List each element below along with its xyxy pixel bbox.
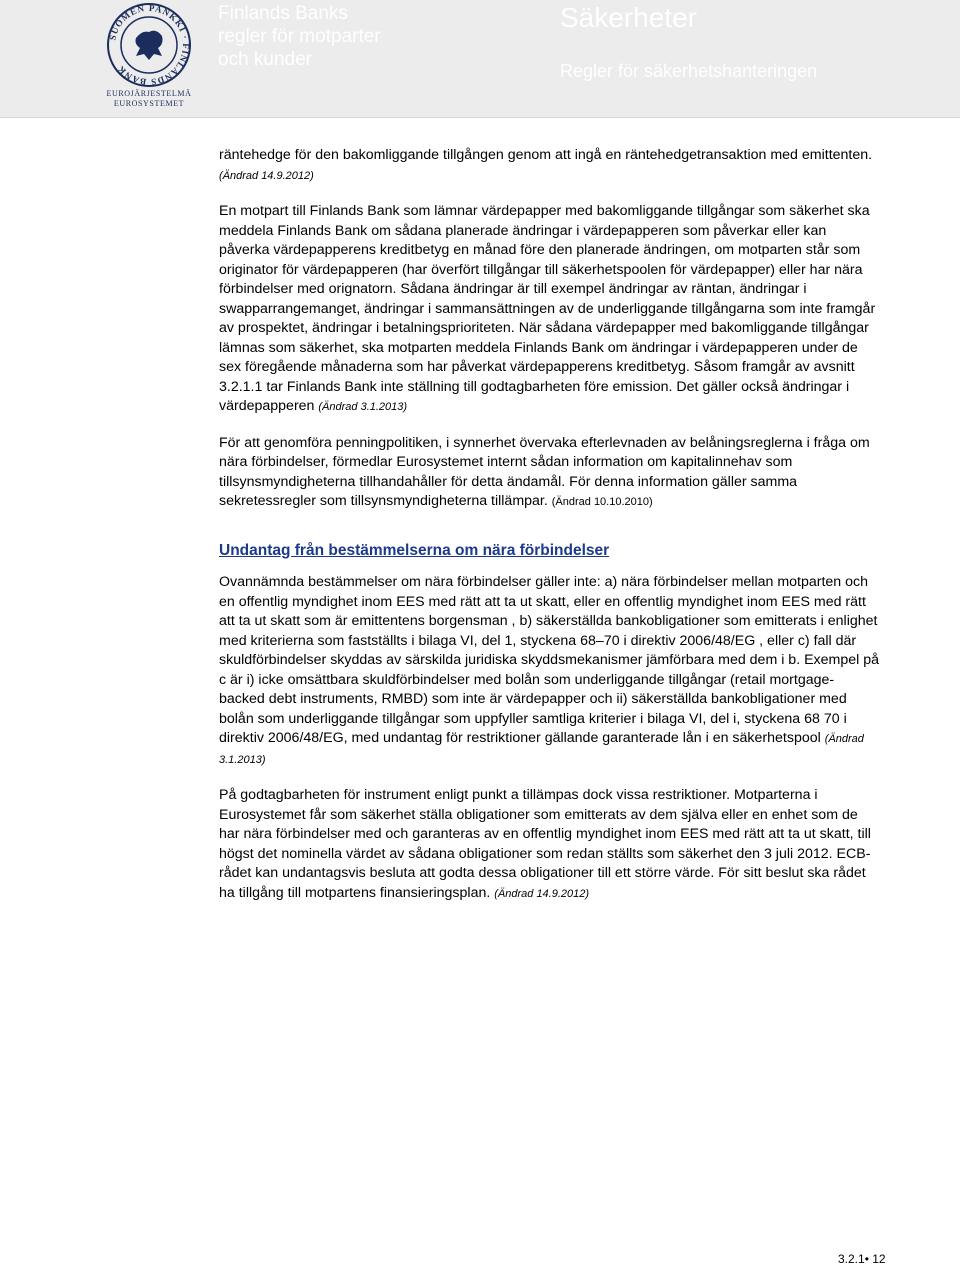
paragraph-text: Ovannämnda bestämmelser om nära förbindelser gäller inte: a) nära förbindelser mellan motparten och en offentlig myndighet inom EES med rätt att ta ut skatt, eller en offentlig myndighet inom EES med rätt att ta ut skatt som är emittentens borgensman , b) säkerställda bankobligationer som emitterats i enlighet med kriterierna som fastställts i bilaga VI, del 1, styckena 68–70 i direktiv 2006/48/EG , eller c) fall där skuldförbindelser skyddas av särskilda juridiska skyddsmekanismer jämförbara med dem i b. Exempel på c är i) icke omsättbara skuldförbindelser med bolån som underliggande tillgångar (retail mortgage-backed debt instruments, RMBD) som inte är värdepapper och ii) säkerställda bankobligationer med bolån som underliggande tillgångar som uppfyller samtliga kriterier i bilaga VI, del i, styckena 68 70 i direktiv 2006/48/EG, med undantag för restriktioner gällande garanterade lån i en säkerhetspool [219, 574, 879, 746]
eurosystem-fi-label: EUROJÄRJESTELMÄ [106, 89, 192, 98]
svg-text:SUOMEN PANKKI · FINLANDS BANK: SUOMEN PANKKI · FINLANDS BANK [107, 2, 192, 88]
amendment-note: (Ändrad 14.9.2012) [219, 169, 314, 182]
bank-title-line: och kunder [218, 49, 313, 70]
amendment-note: (Ändrad 10.10.2010) [551, 496, 653, 508]
eurosystem-sv-label: EUROSYSTEMET [113, 99, 185, 108]
document-title: Säkerheter [560, 2, 697, 33]
document-body [219, 146, 879, 904]
bank-title [218, 2, 381, 71]
paragraph [219, 202, 879, 418]
amendment-note: (Ändrad 3.1.2013) [318, 401, 408, 413]
page-number: 3.2.1• 12 [838, 1252, 886, 1266]
paragraph-text: En motpart till Finlands Bank som lämnar värdepapper med bakomliggande tillgångar som säkerhet ska meddela Finlands Bank om sådana planerade ändringar i värdepapperen som påverkar eller kan påverka värdepapperens kreditbetyg en månad före den planerade ändringen, om motparten står som originator för värdepapperen (har överfört tillgångar till säkerhetspoolen för värdepapper) eller har nära förbindelser med orignatorn. Sådana ändringar är till exempel ändringar av räntan, ändringar i swapparrangemanget, ändringar i sammansättningen av de underliggande tillgångarna som inte framgår av prospektet, ändringar i betalningsprioriteten. När sådana värdepapper med bakomliggande tillgångar lämnas som säkerhet, ska motparten meddela Finlands Bank om ändringar i värdepapperen under de sex föregående månaderna som har påverkat värdepapperens kreditbetyg. Såsom framgår av avsnitt 3.2.1.1 tar Finlands Bank inte ställning till godtagbarheten före emission. Det gäller också ändringar i värdepapperen [219, 203, 876, 414]
paragraph [219, 786, 879, 904]
paragraph-text: räntehedge för den bakomliggande tillgången genom att ingå en räntehedgetransaktion med emittenten. [219, 147, 873, 163]
bank-title-line: regler för motparter [218, 26, 381, 47]
section-heading: Undantag från bestämmelserna om nära förbindelser [219, 541, 610, 559]
bank-seal-icon [106, 2, 192, 88]
paragraph [219, 146, 879, 186]
page-header [0, 0, 960, 118]
bank-title-line: Finlands Banks [218, 3, 348, 24]
amendment-note: (Ändrad 3.1.2013) [219, 733, 864, 766]
paragraph [219, 573, 879, 770]
paragraph [219, 434, 879, 513]
amendment-note: (Ändrad 14.9.2012) [494, 887, 590, 900]
paragraph-text: På godtagbarheten för instrument enligt punkt a tillämpas dock vissa restriktioner. Motparterna i Eurosystemet får som säkerhet ställa obligationer som emitterats av dem själva eller en enhet som de har nära förbindelser med och garanteras av en offentlig myndighet inom EES med rätt att ta ut skatt, till högst det nominella värdet av sådana obligationer som redan ställts som säkerhet den 3 juli 2012. ECB-rådet kan undantagsvis besluta att godta dessa obligationer till ett större värde. För sitt beslut ska rådet ha tillgång till motpartens finansieringsplan. [219, 787, 871, 901]
paragraph-text: För att genomföra penningpolitiken, i synnerhet övervaka efterlevnaden av belåningsreglerna i fråga om nära förbindelser, förmedlar Eurosystemet internt sådan information om kapitalinnehav som tillsynsmyndigheterna tillhandahåller för detta ändamål. För denna information gäller samma sekretessregler som tillsynsmyndigheterna tillämpar. [219, 434, 870, 509]
document-subtitle: Regler för säkerhetshanteringen [560, 61, 818, 81]
